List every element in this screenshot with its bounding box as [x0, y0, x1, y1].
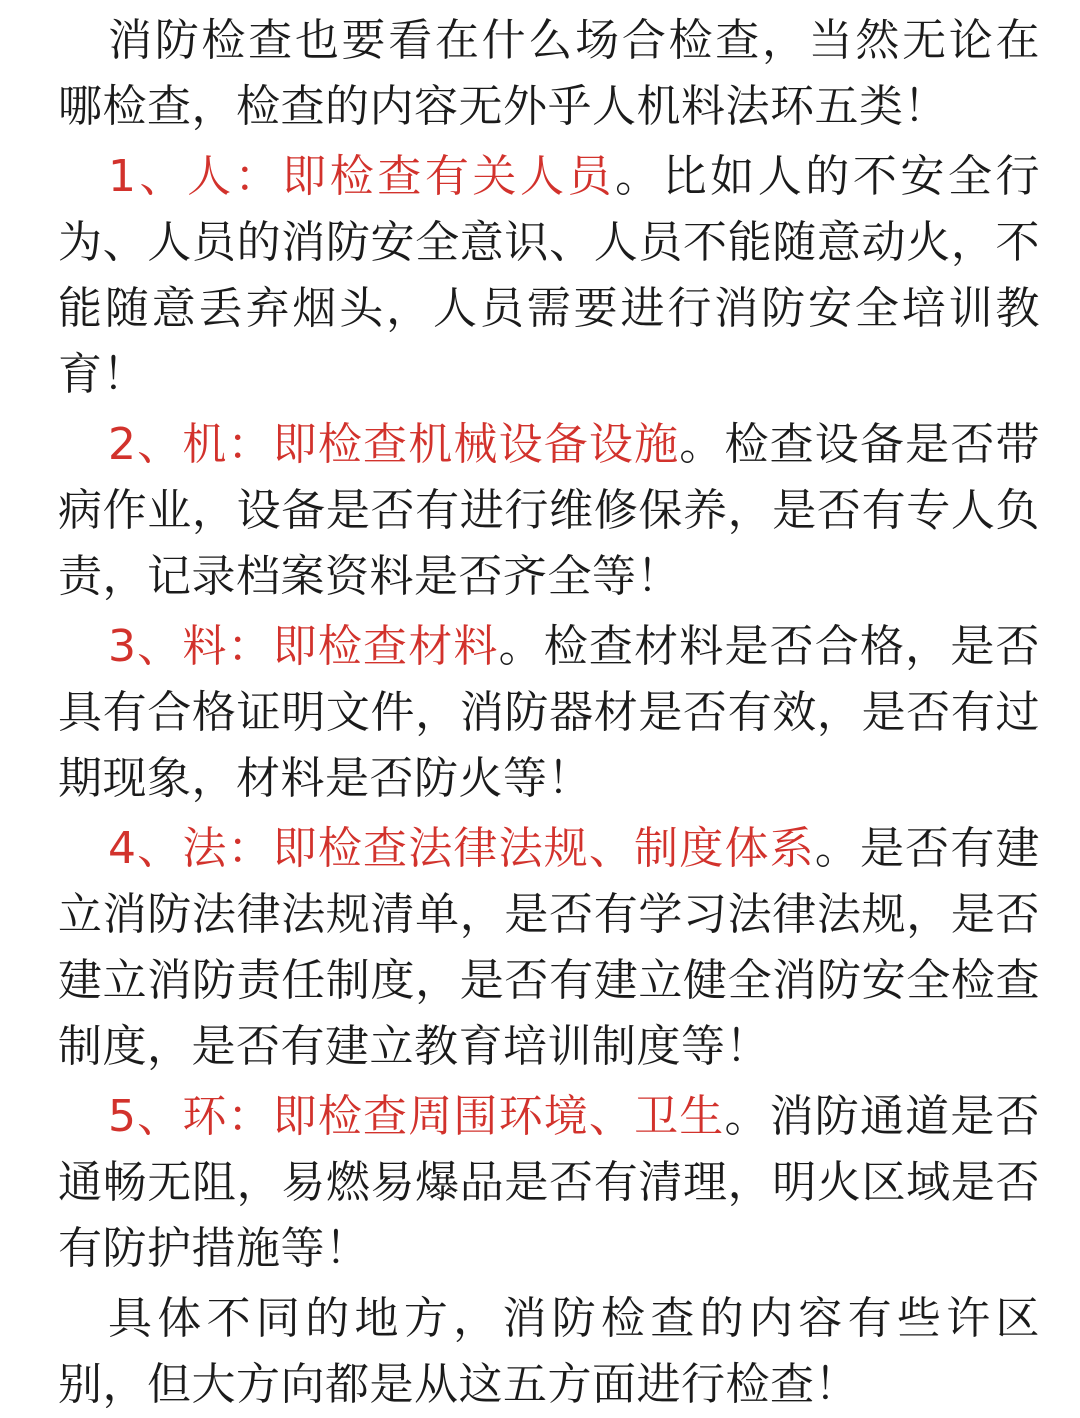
paragraph-intro	[58, 8, 1040, 140]
paragraph-item-5-environment	[58, 1084, 1040, 1282]
text-run: 即检查法律法规、制度体系	[272, 823, 815, 874]
text-run: 即检查材料	[272, 621, 499, 672]
paragraph-item-3-material	[58, 614, 1040, 812]
text-run: 具体不同的地方，消防检查的内容有些许区别，但大方向都是从这五方面进行检查！	[58, 1293, 1040, 1410]
text-run: 即检查周围环境、卫生	[272, 1091, 725, 1142]
text-run: 。是否有建立消防法律法规清单，是否有学习法律法规，是否建立消防责任制度，是否有建立健全消防安全检查制度，是否有建立教育培训制度等！	[58, 823, 1041, 1072]
document-body	[58, 8, 1040, 1418]
text-run: 即检查机械设备设施	[272, 419, 680, 470]
paragraph-item-1-person	[58, 144, 1040, 408]
text-run: 5、环：	[108, 1091, 273, 1142]
paragraph-item-2-machine	[58, 412, 1040, 610]
text-run: 。检查设备是否带病作业，设备是否有进行维修保养，是否有专人负责，记录档案资料是否齐全等！	[58, 419, 1041, 602]
text-run: 2、机：	[108, 419, 273, 470]
text-run: 3、料：	[108, 621, 273, 672]
paragraph-item-4-law	[58, 816, 1040, 1080]
text-run: 4、法：	[108, 823, 273, 874]
text-run: 。消防通道是否通畅无阻，易燃易爆品是否有清理，明火区域是否有防护措施等！	[58, 1091, 1041, 1274]
text-run: 。比如人的不安全行为、人员的消防安全意识、人员不能随意动火，不能随意丢弃烟头，人员需要进行消防安全培训教育！	[58, 151, 1041, 400]
text-run: 1、人：	[108, 151, 283, 202]
text-run: 消防检查也要看在什么场合检查，当然无论在哪检查，检查的内容无外乎人机料法环五类！	[58, 15, 1040, 132]
paragraph-conclusion	[58, 1286, 1040, 1418]
text-run: 。检查材料是否合格，是否具有合格证明文件，消防器材是否有效，是否有过期现象，材料是否防火等！	[58, 621, 1041, 804]
text-run: 即检查有关人员	[282, 151, 616, 202]
